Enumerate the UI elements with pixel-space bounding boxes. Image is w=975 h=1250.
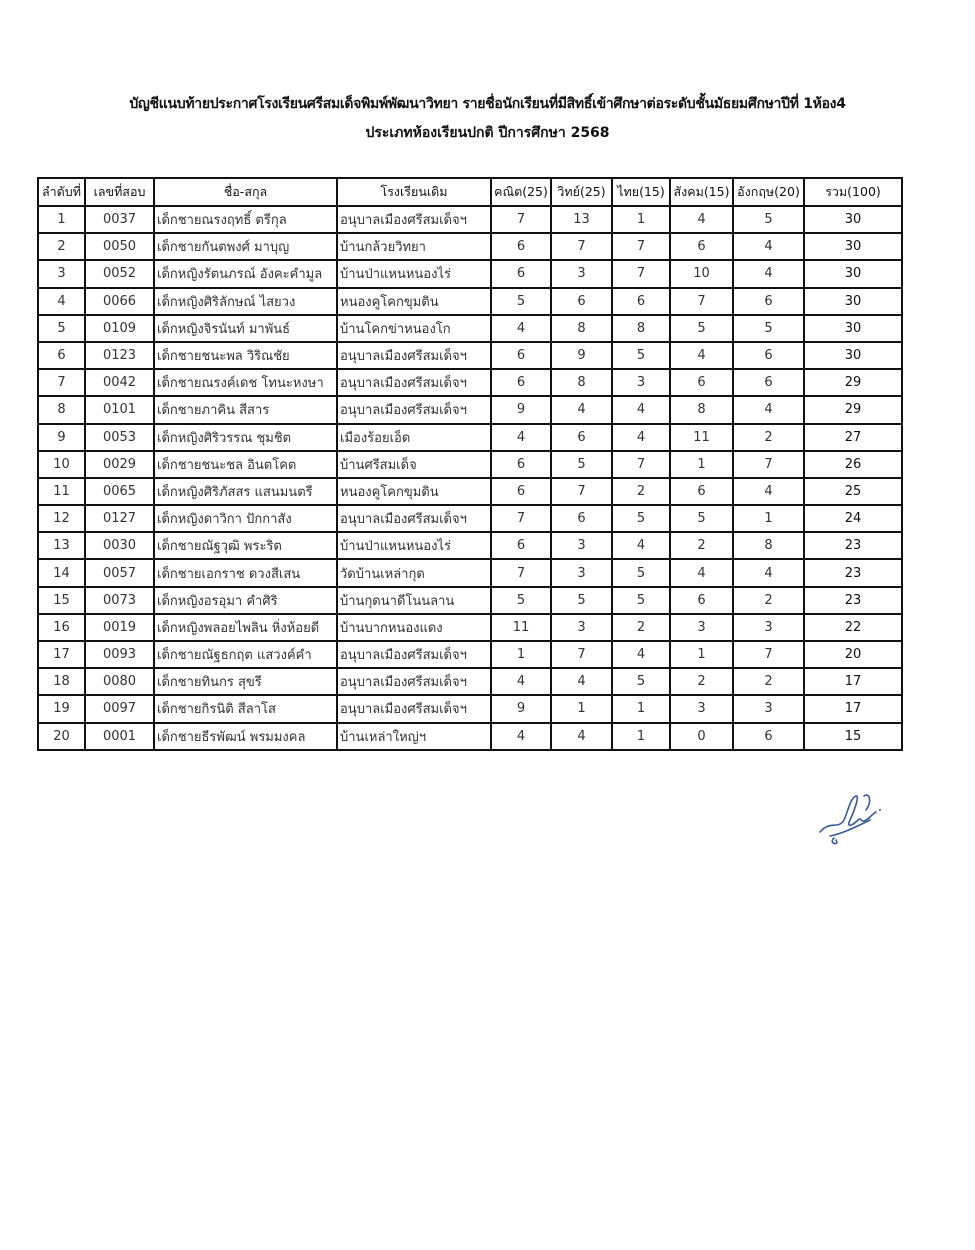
row-no: 2 [38, 233, 85, 260]
row-math: 6 [491, 260, 551, 287]
row-no: 6 [38, 342, 85, 369]
header-school: โรงเรียนเดิม [337, 178, 491, 206]
row-thai: 7 [612, 233, 670, 260]
row-school: อนุบาลเมืองศรีสมเด็จฯ [337, 342, 491, 369]
row-math: 7 [491, 206, 551, 233]
row-math: 6 [491, 451, 551, 478]
row-exam-id: 0101 [85, 396, 154, 423]
row-thai: 7 [612, 260, 670, 287]
row-exam-id: 0001 [85, 723, 154, 750]
student-list-table [37, 177, 903, 751]
row-exam-id: 0109 [85, 315, 154, 342]
row-total: 30 [804, 206, 902, 233]
row-social: 5 [670, 505, 733, 532]
row-thai: 4 [612, 396, 670, 423]
row-english: 7 [733, 641, 804, 668]
table-row [38, 206, 902, 233]
row-exam-id: 0097 [85, 695, 154, 722]
row-school: อนุบาลเมืองศรีสมเด็จฯ [337, 668, 491, 695]
row-exam-id: 0029 [85, 451, 154, 478]
row-english: 6 [733, 288, 804, 315]
row-english: 4 [733, 233, 804, 260]
row-no: 11 [38, 478, 85, 505]
row-math: 4 [491, 424, 551, 451]
table-row [38, 315, 902, 342]
row-name: เด็กหญิงจิรนันท์ มาพันธ์ [154, 315, 337, 342]
row-school: อนุบาลเมืองศรีสมเด็จฯ [337, 695, 491, 722]
row-science: 5 [551, 587, 612, 614]
row-name: เด็กชายณัฐวุฒิ พระริต [154, 532, 337, 559]
row-science: 6 [551, 505, 612, 532]
row-social: 6 [670, 478, 733, 505]
row-no: 15 [38, 587, 85, 614]
document-subtitle: ประเภทห้องเรียนปกติ ปีการศึกษา 2568 [365, 125, 610, 141]
table-row [38, 641, 902, 668]
row-social: 6 [670, 233, 733, 260]
row-total: 25 [804, 478, 902, 505]
row-science: 5 [551, 451, 612, 478]
row-total: 30 [804, 288, 902, 315]
row-name: เด็กชายชนะชล อินตโคต [154, 451, 337, 478]
row-social: 4 [670, 206, 733, 233]
row-no: 3 [38, 260, 85, 287]
row-english: 6 [733, 342, 804, 369]
header-english: อังกฤษ(20) [733, 178, 804, 206]
row-english: 3 [733, 614, 804, 641]
row-english: 8 [733, 532, 804, 559]
row-english: 4 [733, 260, 804, 287]
row-science: 3 [551, 614, 612, 641]
row-name: เด็กชายณรงค์เดช โทนะหงษา [154, 369, 337, 396]
row-thai: 1 [612, 695, 670, 722]
row-total: 30 [804, 233, 902, 260]
row-science: 3 [551, 260, 612, 287]
row-exam-id: 0053 [85, 424, 154, 451]
row-school: อนุบาลเมืองศรีสมเด็จฯ [337, 505, 491, 532]
row-no: 8 [38, 396, 85, 423]
row-thai: 3 [612, 369, 670, 396]
row-no: 12 [38, 505, 85, 532]
row-no: 16 [38, 614, 85, 641]
row-exam-id: 0052 [85, 260, 154, 287]
row-no: 13 [38, 532, 85, 559]
row-school: บ้านเหล่าใหญ่ฯ [337, 723, 491, 750]
row-total: 17 [804, 695, 902, 722]
row-exam-id: 0037 [85, 206, 154, 233]
row-social: 0 [670, 723, 733, 750]
row-thai: 5 [612, 587, 670, 614]
row-exam-id: 0123 [85, 342, 154, 369]
row-thai: 6 [612, 288, 670, 315]
table-row [38, 451, 902, 478]
row-name: เด็กชายเอกราช ดวงสีเสน [154, 559, 337, 586]
row-social: 10 [670, 260, 733, 287]
row-social: 1 [670, 641, 733, 668]
row-math: 6 [491, 532, 551, 559]
table-row [38, 668, 902, 695]
row-social: 11 [670, 424, 733, 451]
row-social: 7 [670, 288, 733, 315]
row-name: เด็กชายภาคิน สีสาร [154, 396, 337, 423]
row-no: 9 [38, 424, 85, 451]
header-social: สังคม(15) [670, 178, 733, 206]
row-exam-id: 0042 [85, 369, 154, 396]
row-school: บ้านป่าแหนหนองไร่ [337, 532, 491, 559]
row-thai: 4 [612, 641, 670, 668]
row-math: 1 [491, 641, 551, 668]
row-social: 3 [670, 614, 733, 641]
row-thai: 5 [612, 559, 670, 586]
row-name: เด็กหญิงศิริภัสสร แสนมนตรี [154, 478, 337, 505]
row-no: 20 [38, 723, 85, 750]
row-exam-id: 0127 [85, 505, 154, 532]
table-row [38, 587, 902, 614]
row-no: 18 [38, 668, 85, 695]
row-thai: 5 [612, 668, 670, 695]
row-exam-id: 0073 [85, 587, 154, 614]
row-name: เด็กหญิงอรอุมา คำศิริ [154, 587, 337, 614]
row-thai: 4 [612, 424, 670, 451]
row-thai: 2 [612, 478, 670, 505]
table-row [38, 342, 902, 369]
row-no: 10 [38, 451, 85, 478]
row-social: 6 [670, 587, 733, 614]
table-row [38, 505, 902, 532]
row-no: 7 [38, 369, 85, 396]
row-school: อนุบาลเมืองศรีสมเด็จฯ [337, 369, 491, 396]
row-total: 29 [804, 396, 902, 423]
row-school: บ้านกล้วยวิทยา [337, 233, 491, 260]
table-row [38, 288, 902, 315]
row-english: 4 [733, 396, 804, 423]
row-total: 17 [804, 668, 902, 695]
row-name: เด็กชายณัฐธกฤต แสวงค์คำ [154, 641, 337, 668]
row-name: เด็กชายณรงฤทธิ์ ตรีกุล [154, 206, 337, 233]
row-school: บ้านกุดนาดีโนนลาน [337, 587, 491, 614]
row-name: เด็กหญิงศิริวรรณ ชุมชิต [154, 424, 337, 451]
row-social: 4 [670, 559, 733, 586]
row-exam-id: 0030 [85, 532, 154, 559]
row-total: 24 [804, 505, 902, 532]
row-math: 4 [491, 315, 551, 342]
row-english: 6 [733, 723, 804, 750]
row-total: 23 [804, 587, 902, 614]
row-math: 4 [491, 723, 551, 750]
row-social: 4 [670, 342, 733, 369]
row-total: 29 [804, 369, 902, 396]
row-math: 6 [491, 233, 551, 260]
header-exam-id: เลขที่สอบ [85, 178, 154, 206]
row-school: บ้านป่าแหนหนองไร่ [337, 260, 491, 287]
row-thai: 5 [612, 342, 670, 369]
row-science: 7 [551, 233, 612, 260]
row-thai: 4 [612, 532, 670, 559]
row-no: 19 [38, 695, 85, 722]
row-name: เด็กชายกันตพงศ์ มาบุญ [154, 233, 337, 260]
row-social: 5 [670, 315, 733, 342]
header-thai: ไทย(15) [612, 178, 670, 206]
table-row [38, 559, 902, 586]
row-thai: 1 [612, 723, 670, 750]
row-thai: 7 [612, 451, 670, 478]
row-math: 11 [491, 614, 551, 641]
row-thai: 5 [612, 505, 670, 532]
row-total: 20 [804, 641, 902, 668]
table-header-row [38, 178, 902, 206]
row-total: 22 [804, 614, 902, 641]
row-english: 2 [733, 587, 804, 614]
row-science: 9 [551, 342, 612, 369]
row-science: 8 [551, 369, 612, 396]
row-name: เด็กหญิงดาวิกา ปักกาสัง [154, 505, 337, 532]
row-school: อนุบาลเมืองศรีสมเด็จฯ [337, 641, 491, 668]
row-name: เด็กหญิงพลอยไพลิน หิ่งห้อยดี [154, 614, 337, 641]
row-math: 7 [491, 505, 551, 532]
row-school: บ้านโคกข่าหนองโก [337, 315, 491, 342]
row-english: 6 [733, 369, 804, 396]
document-title: บัญชีแนบท้ายประกาศโรงเรียนศรีสมเด็จพิมพ์พัฒนาวิทยา รายชื่อนักเรียนที่มีสิทธิ์เข้าศึกษาต่อระดับชั้นมัธยมศึกษาปีที่ 1ห้อง4 [129, 96, 846, 112]
row-name: เด็กชายกิรนิติ สีลาโส [154, 695, 337, 722]
row-science: 7 [551, 478, 612, 505]
row-math: 7 [491, 559, 551, 586]
row-total: 23 [804, 559, 902, 586]
row-math: 6 [491, 478, 551, 505]
table-row [38, 260, 902, 287]
row-name: เด็กหญิงศิริลักษณ์ ไสยวง [154, 288, 337, 315]
row-science: 3 [551, 559, 612, 586]
row-exam-id: 0093 [85, 641, 154, 668]
row-no: 14 [38, 559, 85, 586]
row-english: 4 [733, 559, 804, 586]
row-social: 2 [670, 668, 733, 695]
row-exam-id: 0066 [85, 288, 154, 315]
row-english: 1 [733, 505, 804, 532]
row-total: 23 [804, 532, 902, 559]
row-english: 3 [733, 695, 804, 722]
row-english: 5 [733, 206, 804, 233]
row-thai: 1 [612, 206, 670, 233]
table-row [38, 369, 902, 396]
row-english: 5 [733, 315, 804, 342]
table-row [38, 723, 902, 750]
row-exam-id: 0019 [85, 614, 154, 641]
header-science: วิทย์(25) [551, 178, 612, 206]
row-science: 7 [551, 641, 612, 668]
row-no: 5 [38, 315, 85, 342]
row-school: เมืองร้อยเอ็ด [337, 424, 491, 451]
row-total: 30 [804, 315, 902, 342]
row-english: 2 [733, 424, 804, 451]
row-no: 4 [38, 288, 85, 315]
row-science: 8 [551, 315, 612, 342]
row-exam-id: 0057 [85, 559, 154, 586]
row-math: 6 [491, 342, 551, 369]
row-science: 6 [551, 424, 612, 451]
row-name: เด็กชายทินกร สุขรี [154, 668, 337, 695]
row-science: 3 [551, 532, 612, 559]
row-science: 4 [551, 396, 612, 423]
row-english: 7 [733, 451, 804, 478]
row-social: 3 [670, 695, 733, 722]
row-school: อนุบาลเมืองศรีสมเด็จฯ [337, 396, 491, 423]
row-school: บ้านบากหนองแดง [337, 614, 491, 641]
row-math: 5 [491, 288, 551, 315]
row-no: 1 [38, 206, 85, 233]
row-science: 13 [551, 206, 612, 233]
row-name: เด็กชายชนะพล วิริณชัย [154, 342, 337, 369]
row-exam-id: 0080 [85, 668, 154, 695]
row-science: 1 [551, 695, 612, 722]
table-row [38, 695, 902, 722]
row-math: 9 [491, 695, 551, 722]
row-math: 9 [491, 396, 551, 423]
signature-icon [810, 790, 890, 850]
table-row [38, 532, 902, 559]
header-math: คณิต(25) [491, 178, 551, 206]
header-total: รวม(100) [804, 178, 902, 206]
row-school: วัดบ้านเหล่ากุด [337, 559, 491, 586]
row-thai: 2 [612, 614, 670, 641]
table-row [38, 478, 902, 505]
row-school: หนองคูโคกขุมดิน [337, 478, 491, 505]
row-science: 6 [551, 288, 612, 315]
row-school: บ้านศรีสมเด็จ [337, 451, 491, 478]
row-total: 30 [804, 260, 902, 287]
table-row [38, 233, 902, 260]
row-math: 6 [491, 369, 551, 396]
row-science: 4 [551, 668, 612, 695]
row-social: 6 [670, 369, 733, 396]
row-exam-id: 0050 [85, 233, 154, 260]
row-english: 2 [733, 668, 804, 695]
row-total: 27 [804, 424, 902, 451]
row-total: 15 [804, 723, 902, 750]
row-math: 5 [491, 587, 551, 614]
row-school: หนองคูโคกขุมดิน [337, 288, 491, 315]
row-thai: 8 [612, 315, 670, 342]
row-name: เด็กชายธีรพัฒน์ พรมมงคล [154, 723, 337, 750]
row-total: 26 [804, 451, 902, 478]
row-exam-id: 0065 [85, 478, 154, 505]
table-row [38, 424, 902, 451]
header-no: ลำดับที่ [38, 178, 85, 206]
row-school: อนุบาลเมืองศรีสมเด็จฯ [337, 206, 491, 233]
row-english: 4 [733, 478, 804, 505]
table-row [38, 614, 902, 641]
row-total: 30 [804, 342, 902, 369]
row-name: เด็กหญิงรัตนภรณ์ อังคะคำมูล [154, 260, 337, 287]
row-social: 1 [670, 451, 733, 478]
row-science: 4 [551, 723, 612, 750]
header-name: ชื่อ-สกุล [154, 178, 337, 206]
row-math: 4 [491, 668, 551, 695]
row-social: 2 [670, 532, 733, 559]
row-no: 17 [38, 641, 85, 668]
row-social: 8 [670, 396, 733, 423]
table-row [38, 396, 902, 423]
